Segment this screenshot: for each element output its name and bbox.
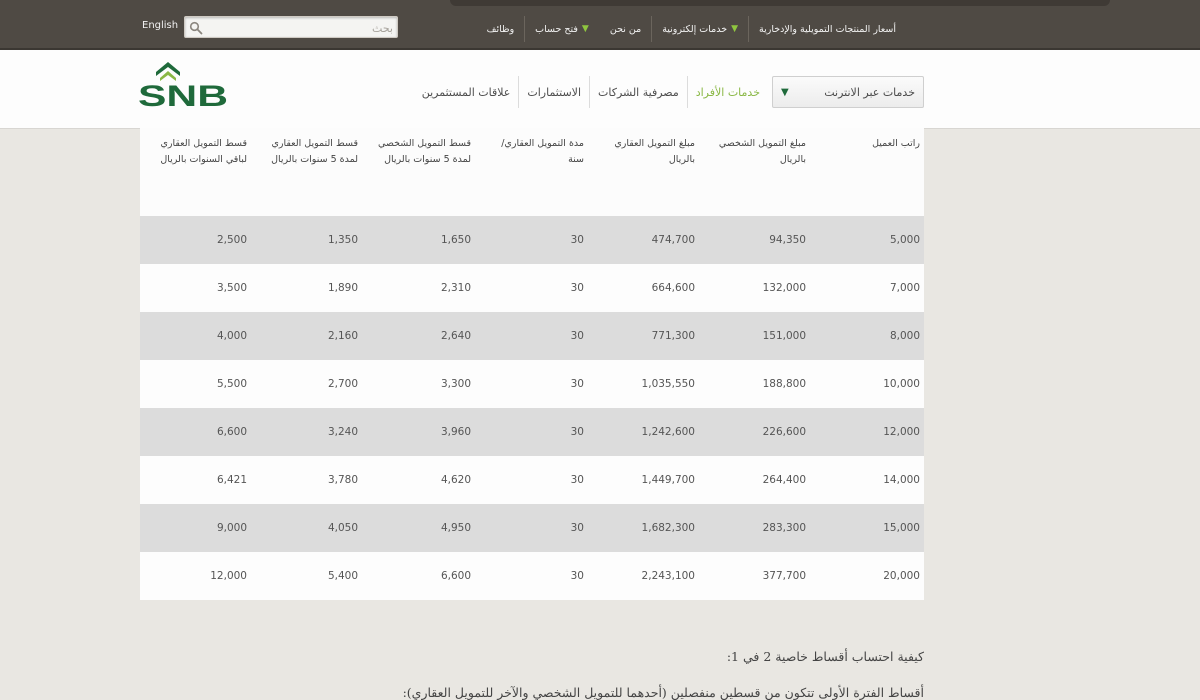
header-mortgage-installment-5y: قسط التمويل العقاري لمدة 5 سنوات بالريال: [251, 128, 362, 216]
table-cell: 30: [475, 312, 588, 360]
table-cell: 4,950: [362, 504, 475, 552]
table-cell: 15,000: [810, 504, 924, 552]
nav-corporate-banking[interactable]: مصرفية الشركات: [590, 76, 688, 108]
table-cell: 1,650: [362, 216, 475, 264]
table-cell: 3,500: [140, 264, 251, 312]
table-cell: 1,350: [251, 216, 362, 264]
table-cell: 3,300: [362, 360, 475, 408]
table-cell: 9,000: [140, 504, 251, 552]
divider: [748, 16, 749, 42]
top-link-about-us[interactable]: من نحن: [609, 23, 642, 35]
calculation-heading: كيفية احتساب أقساط خاصية 2 في 1:: [726, 648, 924, 664]
table-cell: 283,300: [699, 504, 810, 552]
divider: [524, 16, 525, 42]
table-cell: 264,400: [699, 456, 810, 504]
dropdown-label: خدمات عبر الانترنت: [824, 85, 915, 99]
table-cell: 3,780: [251, 456, 362, 504]
table-row: [140, 408, 924, 456]
header-mortgage-installment-rest: قسط التمويل العقاري لباقي السنوات بالريال: [140, 128, 251, 216]
table-cell: 6,421: [140, 456, 251, 504]
snb-logo[interactable]: [138, 62, 230, 110]
table-cell: 30: [475, 408, 588, 456]
table-cell: 2,640: [362, 312, 475, 360]
chevron-down-icon: ▼: [581, 24, 589, 34]
table-cell: 6,600: [140, 408, 251, 456]
table-cell: 6,600: [362, 552, 475, 600]
table-cell: 132,000: [699, 264, 810, 312]
table-header-row: [140, 128, 924, 216]
table-cell: 1,242,600: [588, 408, 699, 456]
table-cell: 30: [475, 504, 588, 552]
table-cell: 771,300: [588, 312, 699, 360]
nav-investor-relations[interactable]: علاقات المستثمرين: [414, 76, 520, 108]
top-link-careers[interactable]: وظائف: [486, 23, 515, 35]
table-cell: 30: [475, 216, 588, 264]
search-icon[interactable]: [189, 20, 203, 34]
table-cell: 2,500: [140, 216, 251, 264]
table-cell: 3,960: [362, 408, 475, 456]
chevron-down-icon: ▼: [731, 24, 739, 34]
table-cell: 5,500: [140, 360, 251, 408]
table-cell: 2,160: [251, 312, 362, 360]
table-cell: 664,600: [588, 264, 699, 312]
financing-table-container: [140, 128, 924, 600]
table-row: [140, 216, 924, 264]
table-row: [140, 360, 924, 408]
nav-personal-services[interactable]: خدمات الأفراد: [695, 85, 760, 99]
table-cell: 151,000: [699, 312, 810, 360]
table-cell: 8,000: [810, 312, 924, 360]
table-cell: 14,000: [810, 456, 924, 504]
table-row: [140, 504, 924, 552]
table-row: [140, 312, 924, 360]
table-cell: 1,035,550: [588, 360, 699, 408]
table-cell: 1,890: [251, 264, 362, 312]
online-services-dropdown[interactable]: [772, 76, 924, 108]
table-cell: 7,000: [810, 264, 924, 312]
top-link-product-rates[interactable]: أسعار المنتجات التمويلية والإدخارية: [759, 23, 896, 35]
calculation-description: أقساط الفترة الأولى تتكون من قسطين منفصلين (أحدهما للتمويل الشخصي والآخر للتمويل العقاري):: [402, 684, 924, 700]
table-cell: 2,310: [362, 264, 475, 312]
table-cell: 1,449,700: [588, 456, 699, 504]
search-box[interactable]: [184, 16, 398, 38]
table-cell: 188,800: [699, 360, 810, 408]
table-row: [140, 264, 924, 312]
table-cell: 4,050: [251, 504, 362, 552]
top-link-e-services[interactable]: خدمات إلكترونية ▼: [662, 23, 739, 35]
table-cell: 3,240: [251, 408, 362, 456]
top-link-open-account[interactable]: فتح حساب ▼: [535, 23, 589, 35]
table-cell: 10,000: [810, 360, 924, 408]
search-input[interactable]: [209, 19, 395, 37]
chevron-down-icon: ▼: [781, 86, 789, 98]
table-cell: 30: [475, 552, 588, 600]
table-cell: 4,000: [140, 312, 251, 360]
header-mortgage-amount: مبلغ التمويل العقاري بالريال: [588, 128, 699, 216]
main-nav: [414, 76, 924, 108]
top-bar-notch: [450, 0, 1110, 6]
financing-table: [140, 128, 924, 600]
table-cell: 2,243,100: [588, 552, 699, 600]
table-cell: 30: [475, 264, 588, 312]
table-cell: 12,000: [810, 408, 924, 456]
table-cell: 30: [475, 456, 588, 504]
table-cell: 1,682,300: [588, 504, 699, 552]
table-row: [140, 456, 924, 504]
divider: [651, 16, 652, 42]
table-cell: 20,000: [810, 552, 924, 600]
table-cell: 30: [475, 360, 588, 408]
table-cell: 226,600: [699, 408, 810, 456]
header-personal-amount: مبلغ التمويل الشخصي بالريال: [699, 128, 810, 216]
header-salary: راتب العميل: [810, 128, 924, 216]
nav-investments[interactable]: الاستثمارات: [519, 76, 590, 108]
table-cell: 12,000: [140, 552, 251, 600]
table-cell: 377,700: [699, 552, 810, 600]
logo-text: SNB: [138, 80, 228, 110]
table-cell: 94,350: [699, 216, 810, 264]
table-row: [140, 552, 924, 600]
top-links: [487, 22, 896, 36]
table-cell: 5,400: [251, 552, 362, 600]
table-cell: 5,000: [810, 216, 924, 264]
table-cell: 474,700: [588, 216, 699, 264]
table-cell: 4,620: [362, 456, 475, 504]
language-switch-link[interactable]: English: [142, 20, 179, 31]
table-cell: 2,700: [251, 360, 362, 408]
header-personal-installment: قسط التمويل الشخصي لمدة 5 سنوات بالريال: [362, 128, 475, 216]
header-mortgage-term: مدة التمويل العقاري/ سنة: [475, 128, 588, 216]
